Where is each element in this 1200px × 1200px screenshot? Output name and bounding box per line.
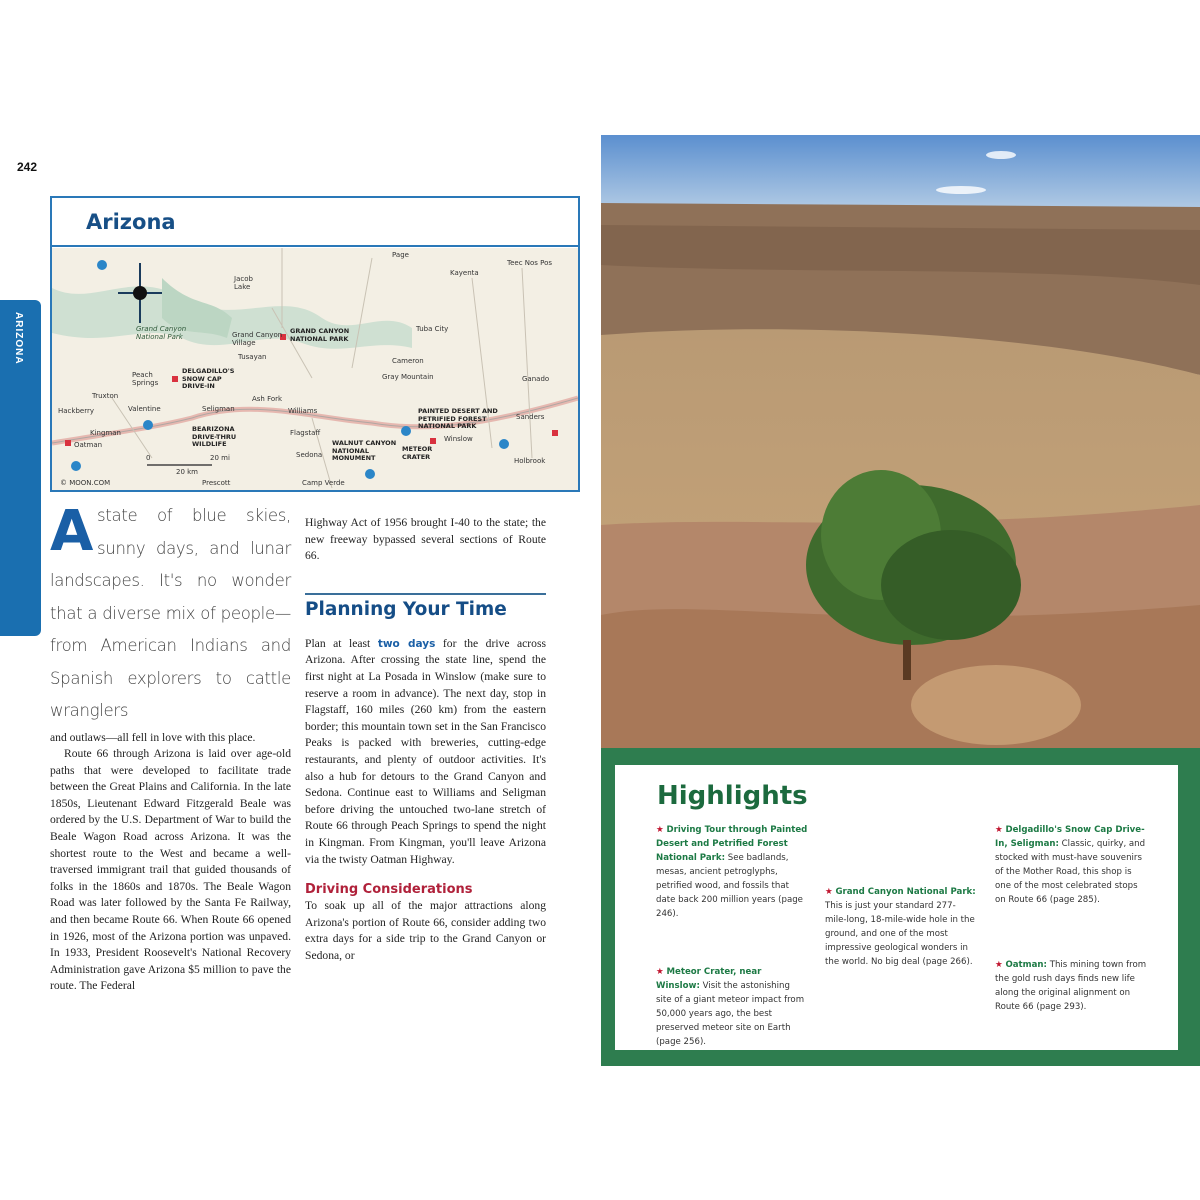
left-column-body	[50, 730, 291, 996]
body-paragraph: Highway Act of 1956 brought I-40 to the state; the new freeway bypassed several sections of Route 66.	[305, 516, 546, 563]
map-label: Hackberry	[58, 407, 94, 415]
map-label: DELGADILLO'S SNOW CAP DRIVE-IN	[182, 367, 235, 390]
scale-label: 20 km	[176, 468, 199, 476]
map-label: Oatman	[74, 441, 103, 449]
star-icon: ★	[656, 825, 664, 835]
body-paragraph: To soak up all of the major attractions along Arizona's portion of Route 66, consider adding two extra days for a side trip to the Grand Canyon or Sedona, or	[305, 899, 546, 962]
highlight-item: ★ Oatman: This mining town from the gold rush days finds new life along the original alignment on Route 66 (page 293).	[995, 960, 1147, 1012]
map-label: Cameron	[392, 357, 424, 365]
highlight-item: ★ Grand Canyon National Park: This is just your standard 277-mile-long, 18-mile-wide hole in the ground, and one of the most impressive geological wonders in the world. No big deal (page 266).	[825, 887, 976, 967]
map-labels	[52, 248, 578, 490]
section-rule	[305, 593, 546, 595]
map-label: Flagstaff	[290, 429, 321, 437]
intro-paragraph	[50, 500, 291, 728]
map-label: Grand Canyon National Park	[136, 325, 187, 341]
map-label: METEOR CRATER	[402, 445, 433, 461]
map-label: Grand Canyon Village	[232, 331, 283, 347]
section-heading-driving: Driving Considerations	[305, 882, 473, 898]
scale-label: 0	[146, 454, 151, 462]
arizona-map	[50, 196, 580, 492]
map-label: Valentine	[128, 405, 161, 413]
star-icon: ★	[825, 887, 833, 897]
map-label: Ganado	[522, 375, 550, 383]
map-label: Ash Fork	[252, 395, 283, 403]
map-label: Seligman	[202, 405, 235, 413]
map-label: Gray Mountain	[382, 373, 434, 381]
body-paragraph: and outlaws—all fell in love with this place.	[50, 730, 256, 744]
map-label: Jacob Lake	[234, 275, 253, 291]
star-icon: ★	[995, 825, 1003, 835]
map-label: Kayenta	[450, 269, 479, 277]
drop-cap: A	[50, 499, 94, 564]
map-label: Page	[392, 251, 409, 259]
highlights-box	[601, 748, 1200, 1066]
map-label: PAINTED DESERT AND PETRIFIED FOREST NATIONAL PARK	[418, 407, 498, 430]
map-label: Tuba City	[416, 325, 449, 333]
map-label: Prescott	[202, 479, 231, 487]
map-label: Kingman	[90, 429, 121, 437]
highlights-title: Highlights	[657, 781, 808, 811]
map-label: Camp Verde	[302, 479, 345, 487]
map-title: Arizona	[86, 210, 176, 234]
map-label: Truxton	[92, 392, 119, 400]
map-label: Williams	[288, 407, 318, 415]
map-label: Holbrook	[514, 457, 546, 465]
highlight-item: ★ Driving Tour through Painted Desert and Petrified Forest National Park: See badlands, mesas, ancient petroglyphs, petrified wood, and fossils that date back 200 million years (page 246).	[656, 825, 808, 919]
map-label: WALNUT CANYON NATIONAL MONUMENT	[332, 439, 397, 462]
page-number: 242	[17, 160, 38, 174]
body-paragraph: Route 66 through Arizona is laid over age-old paths that were developed to facilitate trade between the Great Plains and California. In the late 1850s, Lieutenant Edward Fitzgerald Beale was ordered by the U.S. Department of War to build the Beale Wagon Road across Arizona. It was the shortest route to the West and became a well-traversed immigrant trail that guided thousands of folks in the 1860s and 1870s. The Beale Wagon Road was later followed by the Santa Fe Railway, and then became Route 66. When Route 66 opened in 1926, most of the Arizona portion was unpaved. In 1933, President Roosevelt's National Recovery Administration gave Arizona $5 million to pave the route. The Federal	[50, 747, 291, 993]
body-paragraph: Plan at least two days for the drive across Arizona. After crossing the state line, spend the first night at La Posada in Winslow (make sure to reserve a room in advance). The next day, stop in Flagstaff, 160 miles (260 km) from the eastern border; this mountain town set in the San Francisco Peaks is packed with breweries, cutting-edge restaurants, and plenty of outdoor activities. It's also a hub for detours to the Grand Canyon and Sedona. Continue east to Williams and Seligman before driving the untouched two-lane stretch of Route 66 through Peach Springs to spend the night in Kingman. From Kingman, you'll leave Arizona via the twisty Oatman Highway.	[305, 636, 546, 866]
highlight-item: ★ Delgadillo's Snow Cap Drive-In, Seligman: Classic, quirky, and stocked with must-have souvenirs of the Mother Road, this shop is one of the most celebrated stops on Route 66 (page 285).	[995, 825, 1146, 905]
section-heading-planning: Planning Your Time	[305, 598, 507, 620]
map-label: Peach Springs	[132, 371, 159, 387]
right-column-body	[305, 515, 546, 964]
chapter-tab-label: ARIZONA	[13, 312, 24, 365]
map-label: GRAND CANYON NATIONAL PARK	[290, 327, 350, 343]
map-label: Sanders	[516, 413, 545, 421]
left-column	[50, 500, 291, 995]
chapter-tab	[0, 300, 41, 636]
meteor-crater-photo	[601, 135, 1200, 748]
map-copyright: © MOON.COM	[60, 479, 111, 487]
highlight-item: ★ Meteor Crater, near Winslow: Visit the astonishing site of a giant meteor impact from 50,000 years ago, the best preserved meteor site on Earth (page 256).	[656, 967, 805, 1047]
intro-text: state of blue skies, sunny days, and lunar landscapes. It's no wonder that a diverse mix of people—from American Indians and Spanish explorers to cattle wranglers	[50, 506, 291, 720]
map-label: BEARIZONA DRIVE-THRU WILDLIFE	[192, 425, 237, 448]
map-label: Winslow	[444, 435, 473, 443]
highlighted-phrase: two days	[377, 637, 436, 650]
map-title-rule	[52, 245, 578, 247]
star-icon: ★	[995, 960, 1003, 970]
map-label: Sedona	[296, 451, 323, 459]
scale-label: 20 mi	[210, 454, 230, 462]
map-label: Teec Nos Pos	[507, 259, 553, 267]
star-icon: ★	[656, 967, 664, 977]
map-label: Tusayan	[238, 353, 267, 361]
